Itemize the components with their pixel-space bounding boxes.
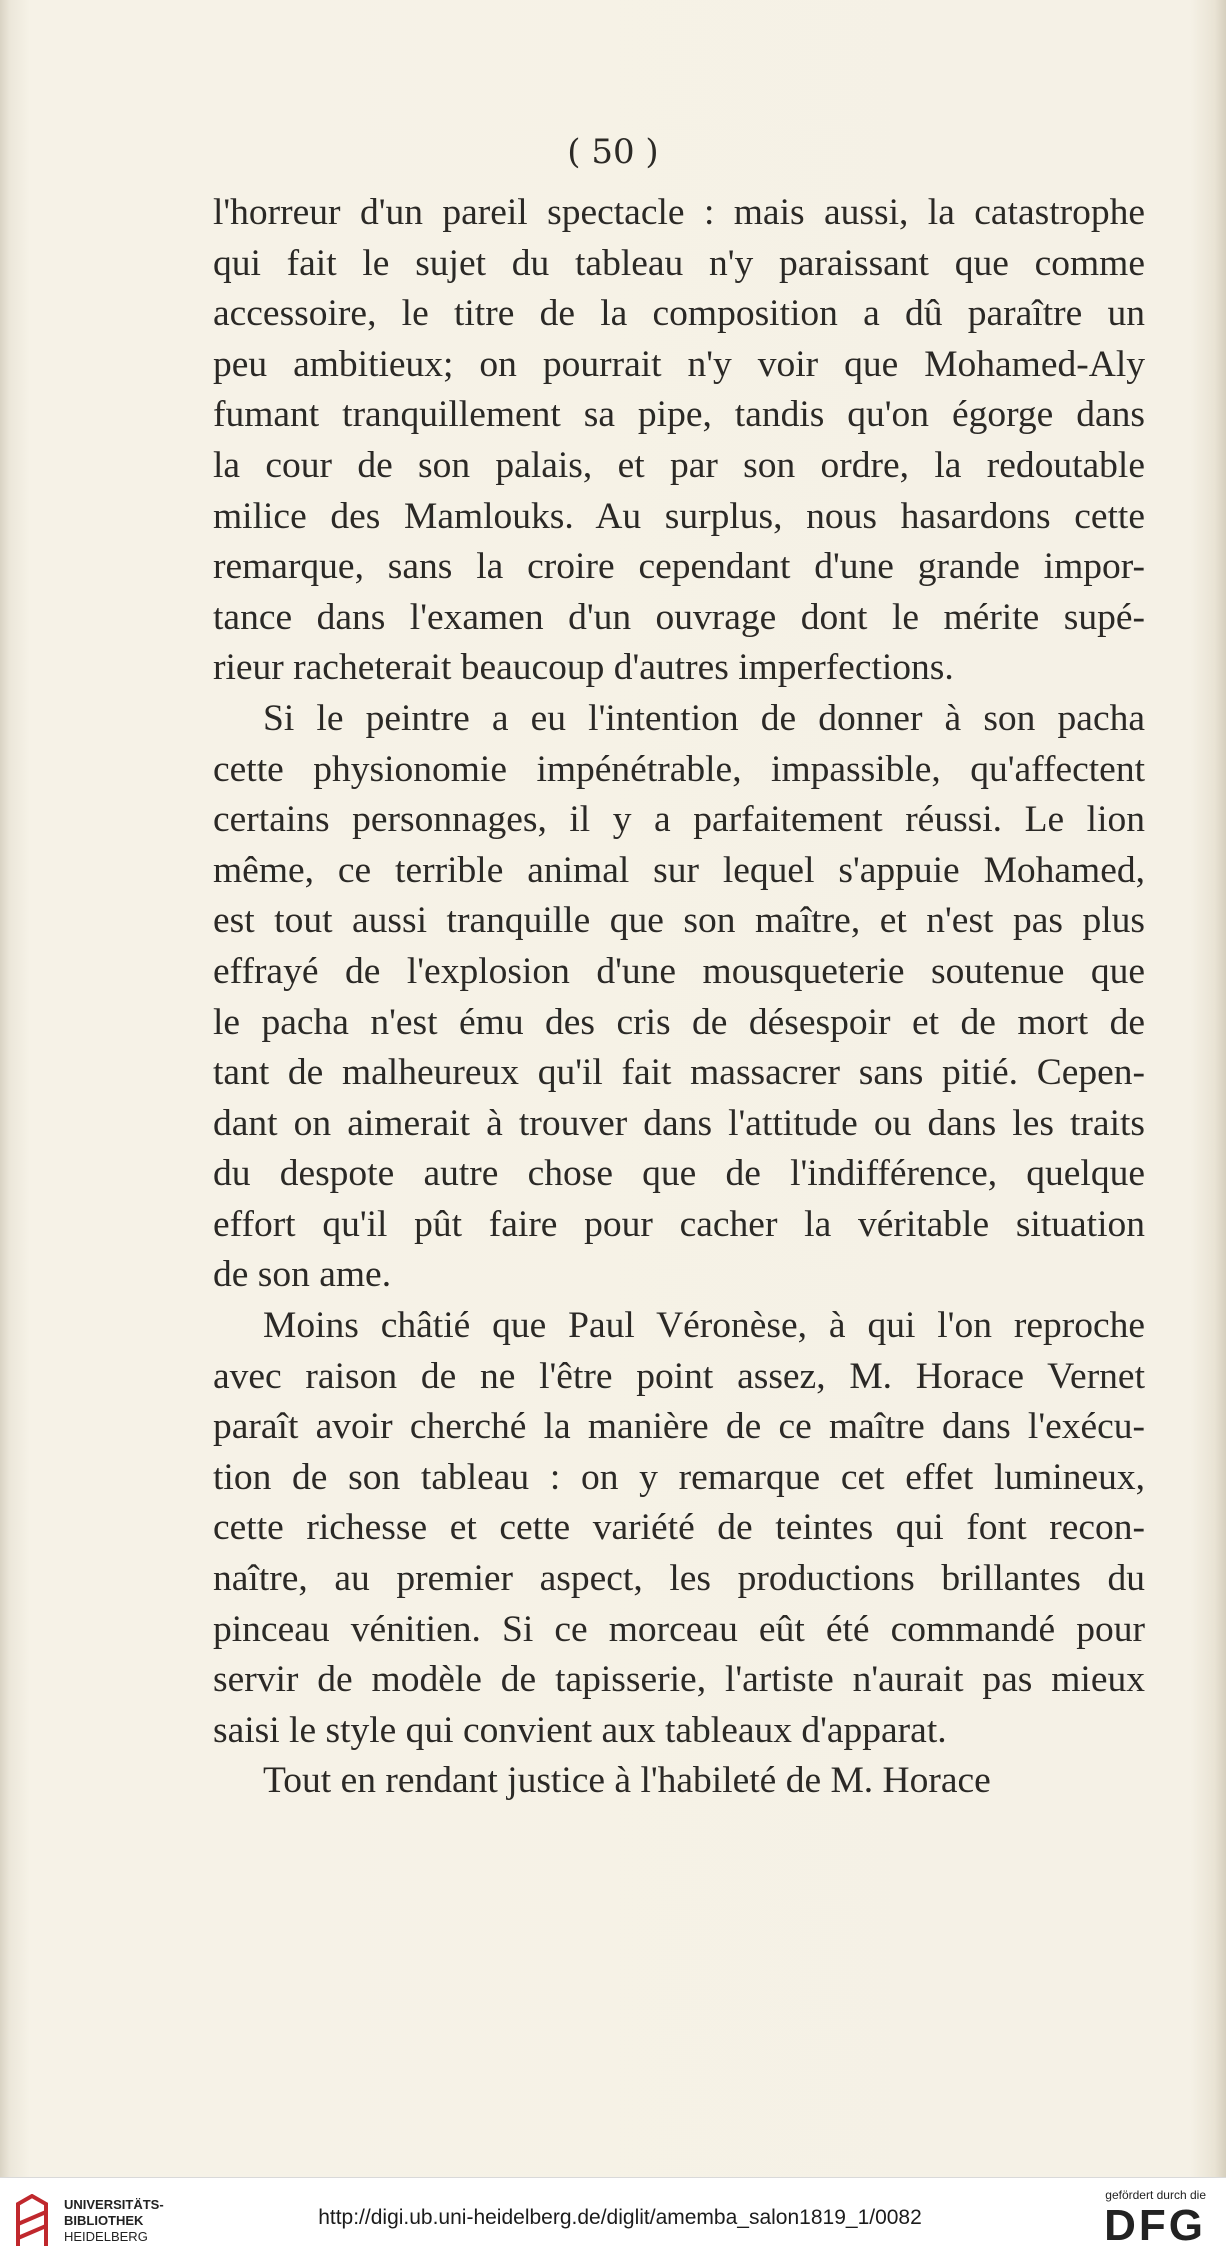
funder-logo[interactable] [1104, 2188, 1206, 2250]
institution-line-2: BIBLIOTHEK [64, 2213, 144, 2228]
ub-heidelberg-logo-icon[interactable] [12, 2194, 52, 2250]
text-line: Tout en rendant justice à l'habileté de M. Horace [263, 1760, 991, 1802]
paragraph [213, 694, 1145, 1301]
text-line: fumant tranquillement sa pipe, tandis qu'on égorge dans [213, 394, 1145, 436]
institution-name[interactable] [64, 2197, 164, 2245]
text-line: peu ambitieux; on pourrait n'y voir que Mohamed-Aly [213, 343, 1145, 385]
text-line: cette richesse et cette variété de teintes qui font recon- [213, 1507, 1145, 1549]
text-line: certains personnages, il y a parfaitement réussi. Le lion [213, 799, 1145, 841]
text-line: de son ame. [213, 1254, 392, 1296]
text-line: du despote autre chose que de l'indifférence, quelque [213, 1153, 1145, 1195]
text-line: naître, au premier aspect, les productions brillantes du [213, 1558, 1145, 1600]
permalink-url[interactable]: http://digi.ub.uni-heidelberg.de/diglit/amemba_salon1819_1/0082 [318, 2206, 922, 2229]
text-line: est tout aussi tranquille que son maître, et n'est pas plus [213, 900, 1145, 942]
text-line: qui fait le sujet du tableau n'y paraissant que comme [213, 242, 1145, 284]
footer-bar [0, 2177, 1226, 2264]
text-line: rieur racheterait beaucoup d'autres imperfections. [213, 647, 954, 689]
text-line: la cour de son palais, et par son ordre, la redoutable [213, 444, 1145, 486]
text-line: effort qu'il pût faire pour cacher la véritable situation [213, 1203, 1145, 1245]
dfg-wordmark: DFG [1104, 2201, 1206, 2250]
text-line: remarque, sans la croire cependant d'une grande impor- [213, 546, 1145, 588]
text-line: tant de malheureux qu'il fait massacrer sans pitié. Cepen- [213, 1052, 1145, 1094]
paragraph [213, 1756, 1145, 1807]
institution-line-1: UNIVERSITÄTS- [64, 2197, 164, 2212]
text-line: paraît avoir cherché la manière de ce maître dans l'exécu- [213, 1406, 1145, 1448]
text-line: le pacha n'est ému des cris de désespoir et de mort de [213, 1001, 1145, 1043]
text-line: milice des Mamlouks. Au surplus, nous hasardons cette [213, 495, 1145, 537]
text-line: tance dans l'examen d'un ouvrage dont le mérite supé- [213, 596, 1145, 638]
text-line: effrayé de l'explosion d'une mousqueterie soutenue que [213, 950, 1145, 992]
page-text [213, 188, 1145, 1807]
text-line: pinceau vénitien. Si ce morceau eût été commandé pour [213, 1608, 1145, 1650]
text-line: avec raison de ne l'être point assez, M. Horace Vernet [213, 1355, 1145, 1397]
text-line: tion de son tableau : on y remarque cet effet lumineux, [213, 1456, 1145, 1498]
text-line: même, ce terrible animal sur lequel s'appuie Mohamed, [213, 849, 1145, 891]
text-line: dant on aimerait à trouver dans l'attitude ou dans les traits [213, 1102, 1145, 1144]
funder-label: gefördert durch die [1105, 2188, 1206, 2202]
text-line: l'horreur d'un pareil spectacle : mais aussi, la catastrophe [213, 192, 1145, 233]
text-line: cette physionomie impénétrable, impassible, qu'affectent [213, 748, 1145, 790]
paragraph [213, 1301, 1145, 1756]
text-line: Moins châtié que Paul Véronèse, à qui l'on reproche [263, 1305, 1145, 1347]
paragraph [213, 188, 1145, 694]
text-line: saisi le style qui convient aux tableaux d'apparat. [213, 1709, 947, 1751]
text-line: servir de modèle de tapisserie, l'artiste n'aurait pas mieux [213, 1659, 1145, 1701]
text-line: accessoire, le titre de la composition a dû paraître un [213, 293, 1145, 335]
institution-line-3: HEIDELBERG [64, 2229, 148, 2244]
text-line: Si le peintre a eu l'intention de donner à son pacha [263, 697, 1145, 739]
page-number: ( 50 ) [567, 132, 659, 172]
